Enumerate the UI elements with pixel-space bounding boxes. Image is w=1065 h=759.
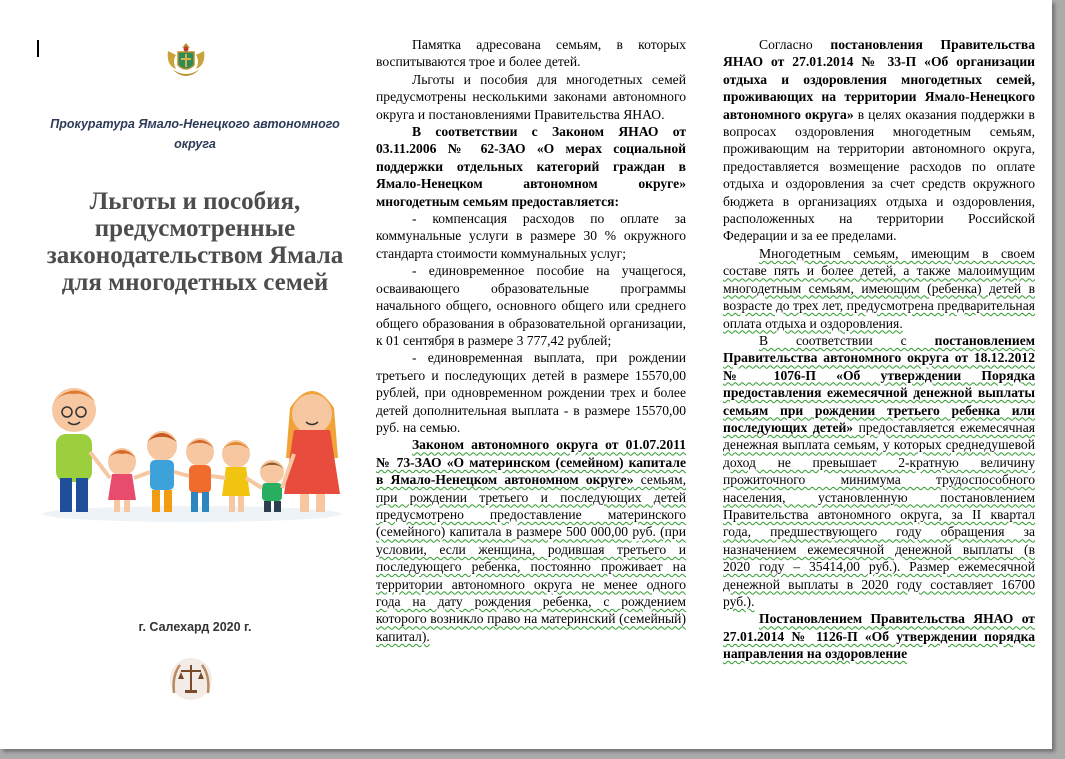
prepayment-paragraph: Многодетным семьям, имеющим в своем составе пять и более детей, а также малоимущим многодетным семьям, имеющим (ребенка) детей в возрасте до трех лет, предусмотрена предварительная оплата отдыха и оздоровления. [723,245,1035,331]
birth-payment-item: - единовременная выплата, при рождении третьего и последующих детей в размере 15570,00 рублей, при одновременном рождении трех и более детей дополнительная выплата - в размере 15570,00 руб. на семью. [376,350,686,435]
father-figure [52,388,96,512]
recreation-paragraph: Согласно постановления Правительства ЯНАО от 27.01.2014 № 33-П «Об организации отдыха и оздоровления многодетных семей, проживающих на территории Ямало-Ненецкого автономного округа» в целях оказания поддержки в вопросах оздоровления многодетным семьям, проживающим на территории автономного округа, предоставляется возмещение расходов по оплате отдыха и оздоровления за счет средств окружного бюджета в организациях отдыха и оздоровления, расположенных на территории Российской Федерации и за ее пределами. [723,37,1035,244]
city-year: г. Салехард 2020 г. [138,620,252,634]
prosecutor-emblem-icon [162,39,210,85]
intro-paragraph: Памятка адресована семьям, в которых воспитываются трое и более детей. [376,37,686,70]
maternal-capital-paragraph: Законом автономного округа от 01.07.2011 № 73-ЗАО «О материнском (семейном) капитале в Ямало-Ненецком автономном округе» семьям, при рождении третьего и последующих детей предусмотрено предоставление материнского (семейного) капитала в размере 500 000,00 руб. (при условии, если женщина, родившая третьего и последующего ребенка, постоянно проживает на территории автономного округа не менее одного года на дату рождения ребенка, с рождением которого возникло право на материнский (семейный) капитал). [376,437,686,644]
utilities-compensation-item: - компенсация расходов по оплате за коммунальные услуги в размере 30 % окружного стандарта стоимости коммунальных услуг; [376,211,686,261]
benefits-column-2 [376,36,686,645]
family-illustration [38,374,346,524]
brochure-title: Льготы и пособия, предусмотренные законодательством Ямала для многодетных семей [46,188,344,296]
organization-name: Прокуратура Ямало-Ненецкого автономного округа [50,117,340,151]
monthly-payment-paragraph: В соответствии с постановлением Правительства автономного округа от 18.12.2012 № 1076-П «Об утверждении Порядка предоставления ежемесячной денежной выплаты семьям при рождении третьего ребенка или последующих детей» предоставляется ежемесячная денежная выплата семьям, у которых среднедушевой доход не превышает 2-кратную величину прожиточного минимума трудоспособного населения, установленную постановлением Правительства автономного округа, за II квартал года, предшествующего году обращения за назначением ежемесячной денежной выплаты (в 2020 году – 35414,00 руб.). Размер ежемесячной денежной выплаты в 2020 году составляет 16700 руб.). [723,332,1035,609]
benefits-column-3 [723,36,1035,663]
mother-figure [284,391,340,512]
student-allowance-item: - единовременное пособие на учащегося, осваивающего образовательные программы начального общего, основного общего или среднего общего образования в образовательной организации, к 01 сентября в размере 3 777,42 рублей; [376,263,686,348]
child-figure-5 [260,460,284,512]
law-62-zao-heading: В соответствии с Законом ЯНАО от 03.11.2006 № 62-ЗАО «О мерах социальной поддержки отдельных категорий граждан в Ямало-Ненецком автономном округе» многодетным семьям предоставляется: [376,124,686,209]
scales-of-justice-icon [168,655,214,703]
child-figure-2 [147,431,177,512]
child-figure-4 [222,440,250,512]
text-cursor [37,40,39,57]
child-figure-1 [108,448,136,512]
laws-paragraph: Льготы и пособия для многодетных семей предусмотрены несколькими законами автономного округа и постановлениями Правительства ЯНАО. [376,71,686,122]
child-figure-3 [186,438,214,512]
resolution-1126-heading: Постановлением Правительства ЯНАО от 27.01.2014 № 1126-П «Об утверждении порядка направления на оздоровление [723,611,1035,662]
